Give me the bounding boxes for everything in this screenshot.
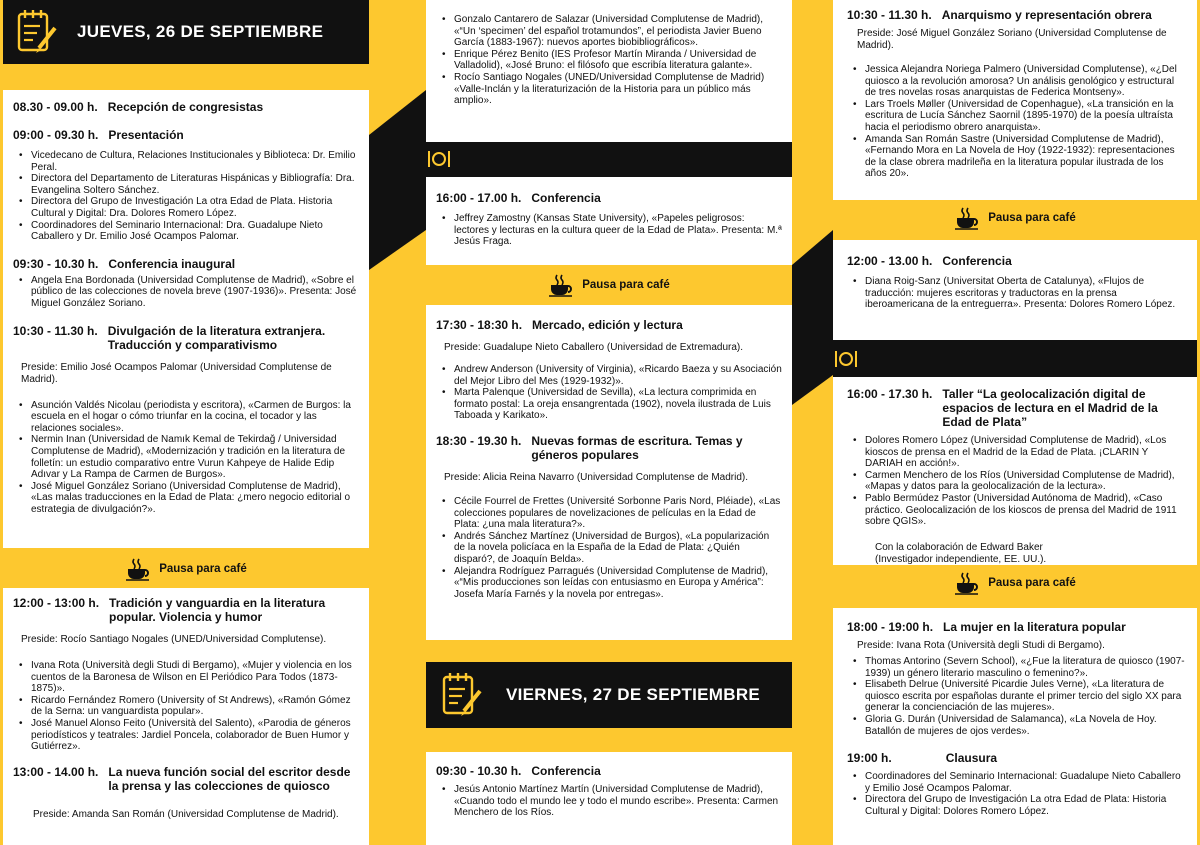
- session-list: [843, 64, 1187, 180]
- notepad-pen-icon: [440, 671, 484, 719]
- coffee-break: [833, 566, 1197, 600]
- list-item: • Gonzalo Cantarero de Salazar (Universidad Complutense de Madrid), «“Un ‘specimen’ del español trotamundos”, el periodista Javier Bueno García (1883-1967): nuevos aportes biobibliográficos».: [436, 14, 782, 49]
- list-item: • Nermin Inan (Universidad de Namık Kemal de Tekirdağ / Universidad Complutense de Madrid), «Modernización y tradición en la literatura de folletín: un estudio comparativo entre Vurun Kahpeye de Halide Edip Adıvar y La Rampa de Carmen de Burgos».: [13, 434, 359, 480]
- session-list: [13, 400, 359, 516]
- plate-cutlery-icon: [426, 146, 452, 172]
- list-item: • Directora del Grupo de Investigación La otra Edad de Plata: Historia Cultural y Digital: Dolores Romero López.: [847, 794, 1187, 817]
- day-header-jueves: [3, 0, 369, 64]
- list-item: • Ricardo Fernández Romero (University of St Andrews), «Ramón Gómez de la Serna: un vanguardista popular».: [13, 695, 359, 718]
- coffee-cup-icon: [954, 571, 980, 595]
- list-item: • Carmen Menchero de los Ríos (Universidad Complutense de Madrid), «Mapas y datos para la geolocalización de la lectura».: [847, 470, 1187, 493]
- session-list: [843, 276, 1187, 311]
- session-title: 10:30 - 11.30 h. Anarquismo y representación obrera: [847, 8, 1152, 22]
- session-title: 18:00 - 19:00 h. La mujer en la literatura popular: [847, 620, 1126, 634]
- list-item: • Lars Troels Møller (Universidad de Copenhague), «La transición en la escritura de Lucía Sánchez Saornil (1895-1970) de la poesía ultraísta hacia el periodismo obrero anarquista».: [847, 99, 1187, 134]
- session-list: [13, 275, 359, 310]
- lunch-bar: [426, 142, 792, 177]
- list-item: • Coordinadores del Seminario Internacional: Dra. Guadalupe Nieto Caballero y Dr. Emilio José Ocampos Palomar.: [13, 220, 359, 243]
- decor-shape-middle: [369, 0, 426, 845]
- coffee-break-label: Pausa para café: [582, 279, 670, 291]
- session-list: [436, 784, 782, 819]
- list-item: • José Miguel González Soriano (Universidad Complutense de Madrid), «Las malas traducciones en la Edad de Plata: ¿mero negocio editorial o estrategia de divulgación?».: [13, 481, 359, 516]
- coffee-break-label: Pausa para café: [988, 577, 1076, 589]
- panel-jueves-afternoon: [426, 305, 792, 640]
- session-title: 08.30 - 09.00 h. Recepción de congresistas: [13, 100, 264, 114]
- session-title: 19:00 h. Clausura: [847, 751, 998, 766]
- list-item: • Thomas Antorino (Severn School), «¿Fue la literatura de quiosco (1907-1939) un género literario masculino o femenino?».: [847, 656, 1187, 679]
- coffee-break: [426, 268, 792, 302]
- panel-viernes-morning: [426, 752, 792, 845]
- panel-jueves-continued: [426, 0, 792, 142]
- credit-line: Con la colaboración de Edward Baker: [875, 541, 1043, 553]
- decor-shape-right: [792, 0, 833, 845]
- panel-viernes-conferencia: [833, 240, 1197, 340]
- coffee-cup-icon: [548, 273, 574, 297]
- day-header-viernes: [426, 662, 792, 728]
- coffee-cup-icon: [954, 206, 980, 230]
- session-preside: Preside: Emilio José Ocampos Palomar (Universidad Complutense de Madrid).: [21, 361, 332, 385]
- lunch-bar: [833, 340, 1197, 377]
- panel-jueves-conferencia: [426, 177, 792, 265]
- list-item: • Marta Palenque (Universidad de Sevilla), «La lectura comprimida en formato postal: La oreja ensangrentada (1902), novela ilustrada de Luis Taboada y Karikato».: [436, 387, 782, 422]
- list-item: • Jesús Antonio Martínez Martín (Universidad Complutense de Madrid), «Cuando todo el mundo lee y todo el mundo escribe». Presenta: Carmen Menchero de los Ríos.: [436, 784, 782, 819]
- panel-viernes-afternoon: [833, 608, 1197, 845]
- session-title: 12:00 - 13.00 h. Conferencia: [847, 254, 1012, 268]
- session-title: 13:00 - 14.00 h. La nueva función social del escritor desde la prensa y las colecciones de quiosco: [13, 764, 351, 793]
- panel-viernes-taller: [833, 377, 1197, 565]
- list-item: • José Manuel Alonso Feito (Università del Salento), «Parodia de géneros periodísticos y teatrales: Jardiel Poncela, colaborador de Buen Humor y Gutiérrez».: [13, 718, 359, 753]
- session-preside: Preside: Amanda San Román (Universidad Complutense de Madrid).: [33, 808, 339, 820]
- session-list: [436, 364, 782, 422]
- session-preside: Preside: José Miguel González Soriano (Universidad Complutense de Madrid).: [857, 28, 1167, 51]
- session-title: 17:30 - 18:30 h. Mercado, edición y lectura: [436, 318, 683, 332]
- session-title: 09:30 - 10.30 h. Conferencia: [436, 764, 601, 778]
- session-preside: Preside: Ivana Rota (Università degli Studi di Bergamo).: [857, 640, 1105, 651]
- list-item: • Amanda San Román Sastre (Universidad Complutense de Madrid), «Fernando Mora en La Novela de Hoy (1922-1932): representaciones de la clase obrera madrileña en la literatura popular ilustrada de los años 20».: [847, 134, 1187, 180]
- panel-viernes-anarquismo: [833, 0, 1197, 200]
- list-item: • Jessica Alejandra Noriega Palmero (Universidad Complutense), «¿Del quiosco a la revolución amorosa? Un análisis genológico y estructural de tres novelas rosas anarquistas de Federica Montseny».: [847, 64, 1187, 99]
- session-list: [436, 496, 782, 600]
- credit-line: (Investigador independiente, EE. UU.).: [875, 553, 1047, 565]
- session-title: 16:00 - 17.30 h. Taller “La geolocalización digital de espacios de lectura en el Madrid de la Edad de Plata”: [847, 387, 1158, 429]
- session-list: [843, 771, 1187, 817]
- list-item: • Ivana Rota (Università degli Studi di Bergamo), «Mujer y violencia en los cuentos de la Baronesa de Wilson en El Periódico Para Todos (1873-1875)».: [13, 660, 359, 695]
- plate-cutlery-icon: [833, 346, 859, 372]
- panel-jueves-midday: [3, 588, 369, 845]
- list-item: • Andrés Sánchez Martínez (Universidad de Burgos), «La popularización de la novela policíaca en la España de la Edad de Plata: ¿Quién disparó?, de Joaquín Belda».: [436, 531, 782, 566]
- day-title: JUEVES, 26 DE SEPTIEMBRE: [77, 22, 324, 41]
- coffee-cup-icon: [125, 557, 151, 581]
- session-list: [843, 435, 1187, 528]
- session-list: [13, 150, 359, 243]
- coffee-break-label: Pausa para café: [159, 563, 247, 575]
- session-title: 10:30 - 11.30 h. Divulgación de la literatura extranjera. Traducción y comparativismo: [13, 323, 326, 352]
- day-title: VIERNES, 27 DE SEPTIEMBRE: [506, 685, 761, 704]
- list-item: • Pablo Bermúdez Pastor (Universidad Autónoma de Madrid), «Caso práctico. Geolocalización de los kioscos de prensa del Madrid de 1911 sobre QGIS».: [847, 493, 1187, 528]
- coffee-break: [833, 202, 1197, 234]
- session-list: [436, 14, 782, 107]
- session-preside: Preside: Rocío Santiago Nogales (UNED/Universidad Complutense).: [21, 634, 327, 645]
- decor-shape-mid-lower: [369, 140, 426, 320]
- session-list: [843, 656, 1187, 737]
- session-title: 12:00 - 13:00 h. Tradición y vanguardia en la literatura popular. Violencia y humor: [13, 596, 326, 624]
- list-item: • Jeffrey Zamostny (Kansas State University), «Papeles peligrosos: lectores y lecturas en la cultura queer de la Edad de Plata». Presenta: M.ª Jesús Fraga.: [436, 213, 782, 248]
- list-item: • Asunción Valdés Nicolau (periodista y escritora), «Carmen de Burgos: la escuela en el hogar o cómo triunfar en la cocina, el tocador y las relaciones sociales».: [13, 400, 359, 435]
- list-item: • Rocío Santiago Nogales (UNED/Universidad Complutense de Madrid) «Valle-Inclán y la literaturización de la Historia para un público más amplio».: [436, 72, 782, 107]
- session-title: 09:00 - 09.30 h. Presentación: [13, 128, 184, 142]
- list-item: • Vicedecano de Cultura, Relaciones Institucionales y Biblioteca: Dr. Emilio Peral.: [13, 150, 359, 173]
- session-preside: Preside: Guadalupe Nieto Caballero (Universidad de Extremadura).: [444, 342, 744, 353]
- session-list: [13, 660, 359, 753]
- session-title: 16:00 - 17.00 h. Conferencia: [436, 191, 601, 205]
- list-item: • Directora del Departamento de Literaturas Hispánicas y Bibliografía: Dra. Evangelina Soltero Sánchez.: [13, 173, 359, 196]
- list-item: • Directora del Grupo de Investigación La otra Edad de Plata. Historia Cultural y Digital: Dra. Dolores Romero López.: [13, 196, 359, 219]
- session-title: 09:30 - 10.30 h. Conferencia inaugural: [13, 256, 236, 271]
- list-item: • Angela Ena Bordonada (Universidad Complutense de Madrid), «Sobre el público de las colecciones de novela breve (1907-1936)». Presenta: José Miguel González Soriano.: [13, 275, 359, 310]
- list-item: • Andrew Anderson (University of Virginia), «Ricardo Baeza y su Asociación del Mejor Libro del Mes (1929-1932)».: [436, 364, 782, 387]
- list-item: • Elisabeth Delrue (Université Picardie Jules Verne), «La literatura de quiosco escrita por españolas durante el primer tercio del siglo XX para generar la concienciación de las mujeres».: [847, 679, 1187, 714]
- list-item: • Gloria G. Durán (Universidad de Salamanca), «La Novela de Hoy. Batallón de mujeres de ojos verdes».: [847, 714, 1187, 737]
- session-list: [436, 213, 782, 248]
- notepad-pen-icon: [15, 8, 59, 56]
- list-item: • Cécile Fourrel de Frettes (Université Sorbonne Paris Nord, Pléiade), «Las colecciones populares de novelizaciones de películas en la Edad de Plata: ¿una mala literatura?».: [436, 496, 782, 531]
- list-item: • Alejandra Rodríguez Parragués (Universidad Complutense de Madrid), «“Mis producciones son leídas con entusiasmo en Europa y América”: Josefa María Farnés y la novela por entregas».: [436, 566, 782, 601]
- panel-jueves-morning: [3, 90, 369, 548]
- session-title: 18:30 - 19.30 h. Nuevas formas de escritura. Temas y géneros populares: [436, 433, 743, 462]
- list-item: • Enrique Pérez Benito (IES Profesor Martín Miranda / Universidad de Valladolid), «José Bruno: el filósofo que escribía literatura galante».: [436, 49, 782, 72]
- session-preside: Preside: Alicia Reina Navarro (Universidad Complutense de Madrid).: [444, 471, 749, 483]
- coffee-break: [3, 553, 369, 585]
- list-item: • Diana Roig-Sanz (Universitat Oberta de Catalunya), «Flujos de traducción: mujeres escritoras y traductoras en la prensa iberoamericana de la entreguerra». Presenta: Dolores Romero López.: [847, 276, 1187, 311]
- coffee-break-label: Pausa para café: [988, 212, 1076, 224]
- list-item: • Dolores Romero López (Universidad Complutense de Madrid), «Los kioscos de prensa en el Madrid de la Edad de Plata. ¡CLARIN Y DARIAH en acción!».: [847, 435, 1187, 470]
- list-item: • Coordinadores del Seminario Internacional: Guadalupe Nieto Caballero y Emilio José Ocampos Palomar.: [847, 771, 1187, 794]
